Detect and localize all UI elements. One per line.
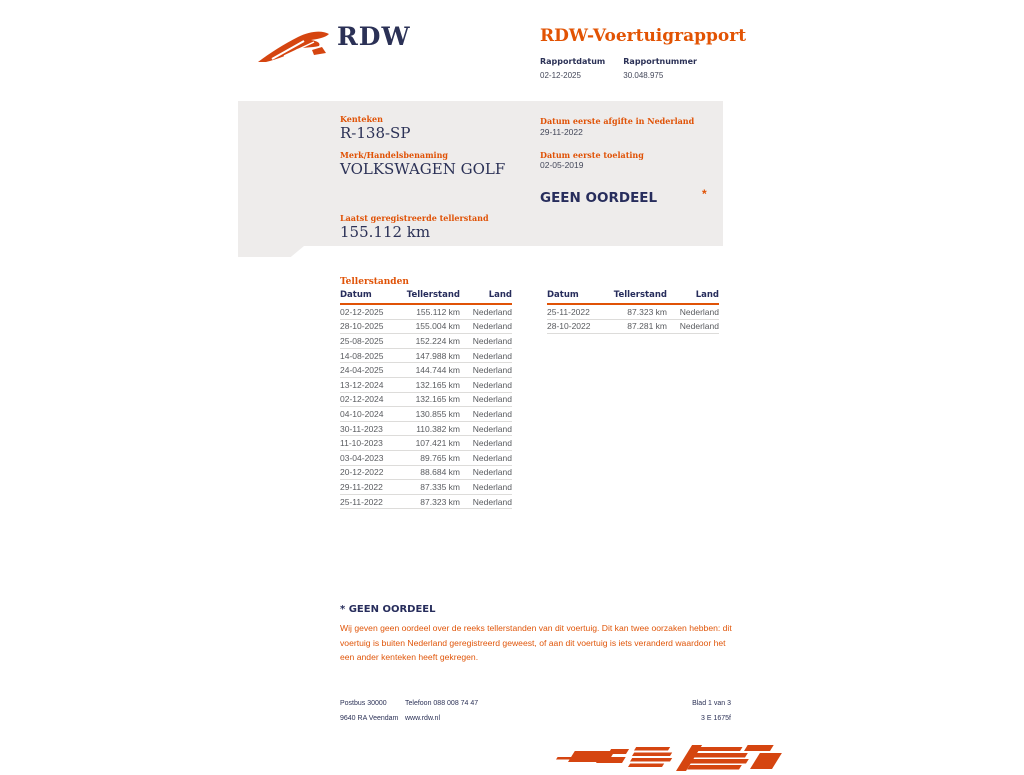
table-cell: 130.855 km	[415, 408, 460, 419]
oordeel-status: GEEN OORDEEL	[540, 190, 658, 206]
table-cell: 89.765 km	[420, 452, 460, 463]
table-cell: 87.323 km	[627, 306, 667, 317]
table-cell: Nederland	[472, 467, 512, 478]
toelating-label: Datum eerste toelating	[540, 150, 644, 160]
table-body	[547, 305, 719, 334]
table-cell: 147.988 km	[415, 350, 460, 361]
info-box-tab	[238, 246, 304, 257]
table-cell: Nederland	[472, 394, 512, 405]
table-row	[340, 480, 512, 495]
table-header-row	[340, 290, 512, 305]
tellerstanden-section-title: Tellerstanden	[340, 277, 409, 287]
table-cell: Nederland	[472, 379, 512, 390]
table-cell: 144.744 km	[415, 365, 460, 376]
odometer-table-right	[547, 290, 719, 334]
table-cell: 11-10-2023	[340, 438, 383, 449]
table-cell: 02-12-2024	[340, 394, 384, 405]
report-number-block	[623, 57, 697, 80]
table-cell: 25-11-2022	[340, 496, 383, 507]
table-cell: Nederland	[472, 335, 512, 346]
footnote	[340, 604, 738, 665]
table-cell: Nederland	[472, 408, 512, 419]
page-footer	[340, 700, 731, 730]
table-row	[340, 466, 512, 481]
table-cell: Nederland	[472, 438, 512, 449]
table-cell: 02-12-2025	[340, 306, 384, 317]
table-row	[340, 451, 512, 466]
toelating-value: 02-05-2019	[540, 160, 584, 170]
col-header-land: Land	[488, 290, 512, 300]
col-header-datum: Datum	[547, 290, 579, 300]
footer-address-line2: 9640 RA Veendam	[340, 715, 399, 722]
col-header-datum: Datum	[340, 290, 372, 300]
table-cell: 28-10-2022	[547, 321, 591, 332]
afgifte-value: 29-11-2022	[540, 127, 583, 137]
table-cell: 155.112 km	[416, 306, 460, 317]
merk-label: Merk/Handelsbenaming	[340, 150, 449, 160]
table-cell: 87.281 km	[627, 321, 667, 332]
table-cell: Nederland	[472, 423, 512, 434]
footer-stripes-graphic	[548, 737, 793, 775]
page-title: RDW-Voertuigrapport	[540, 26, 747, 46]
footer-page-number: Blad 1 van 3	[692, 700, 731, 707]
table-cell: Nederland	[472, 365, 512, 376]
rdw-logo-icon	[256, 26, 332, 66]
merk-value: VOLKSWAGEN GOLF	[340, 160, 506, 178]
table-cell: 88.684 km	[420, 467, 460, 478]
table-cell: Nederland	[679, 306, 719, 317]
report-date-label: Rapportdatum	[540, 57, 606, 66]
table-cell: 25-11-2022	[547, 306, 590, 317]
table-row	[340, 495, 512, 510]
footer-form-code: 3 E 1675f	[701, 715, 731, 722]
report-date-block	[540, 57, 605, 80]
odometer-table-left	[340, 290, 512, 509]
report-number-value: 30.048.975	[623, 71, 664, 80]
table-cell: 87.335 km	[420, 481, 460, 492]
footer-website-link[interactable]: www.rdw.nl	[405, 715, 441, 722]
table-cell: 110.382 km	[416, 423, 460, 434]
table-cell: 152.224 km	[415, 335, 460, 346]
tellerstand-label: Laatst geregistreerde tellerstand	[340, 213, 489, 223]
col-header-tellerstand: Tellerstand	[613, 290, 667, 300]
kenteken-value: R-138-SP	[340, 124, 411, 142]
table-row	[340, 305, 512, 320]
footer-address-line1: Postbus 30000	[340, 700, 387, 707]
table-row	[340, 393, 512, 408]
table-row	[340, 407, 512, 422]
table-cell: Nederland	[472, 496, 512, 507]
table-cell: 13-12-2024	[340, 379, 384, 390]
col-header-tellerstand: Tellerstand	[406, 290, 460, 300]
report-meta	[540, 57, 697, 80]
table-cell: Nederland	[472, 452, 512, 463]
col-header-land: Land	[695, 290, 719, 300]
oordeel-asterisk: *	[702, 187, 707, 201]
table-cell: Nederland	[472, 350, 512, 361]
footer-phone: Telefoon 088 008 74 47	[405, 700, 479, 707]
footnote-title: GEEN OORDEEL	[348, 604, 436, 615]
table-row	[340, 378, 512, 393]
table-cell: 107.421 km	[415, 438, 460, 449]
table-cell: Nederland	[472, 306, 512, 317]
table-cell: 132.165 km	[415, 379, 460, 390]
table-row	[340, 436, 512, 451]
table-cell: Nederland	[472, 481, 512, 492]
tellerstand-value: 155.112 km	[340, 223, 431, 241]
table-cell: 155.004 km	[415, 321, 460, 332]
table-cell: 24-04-2025	[340, 365, 384, 376]
table-cell: Nederland	[679, 321, 719, 332]
footnote-title-row	[340, 604, 738, 615]
table-cell: 03-04-2023	[340, 452, 384, 463]
table-row	[340, 320, 512, 335]
table-row	[547, 320, 719, 335]
table-cell: 87.323 km	[420, 496, 460, 507]
table-row	[340, 422, 512, 437]
report-date-value: 02-12-2025	[540, 71, 581, 80]
table-cell: 20-12-2022	[340, 467, 384, 478]
table-cell: 04-10-2024	[340, 408, 384, 419]
table-body	[340, 305, 512, 509]
table-cell: 14-08-2025	[340, 350, 384, 361]
table-row	[340, 349, 512, 364]
table-cell: Nederland	[472, 321, 512, 332]
table-cell: 25-08-2025	[340, 335, 384, 346]
footnote-text: Wij geven geen oordeel over de reeks tellerstanden van dit voertuig. Dit kan twee oorzaken hebben: dit voertuig is buiten Nederland geregistreerd geweest, of aan dit voertuig is iets veranderd waardoor het een ander kenteken heeft gekregen.	[340, 623, 732, 662]
table-row	[547, 305, 719, 320]
table-cell: 28-10-2025	[340, 321, 384, 332]
table-row	[340, 334, 512, 349]
report-number-label: Rapportnummer	[623, 57, 697, 66]
table-cell: 29-11-2022	[340, 481, 383, 492]
afgifte-label: Datum eerste afgifte in Nederland	[540, 116, 695, 126]
table-row	[340, 363, 512, 378]
table-cell: 132.165 km	[415, 394, 460, 405]
table-header-row	[547, 290, 719, 305]
vehicle-info-box	[238, 101, 723, 246]
table-cell: 30-11-2023	[340, 423, 383, 434]
rdw-wordmark: RDW	[337, 22, 411, 51]
footnote-marker: *	[340, 604, 346, 615]
kenteken-label: Kenteken	[340, 114, 383, 124]
